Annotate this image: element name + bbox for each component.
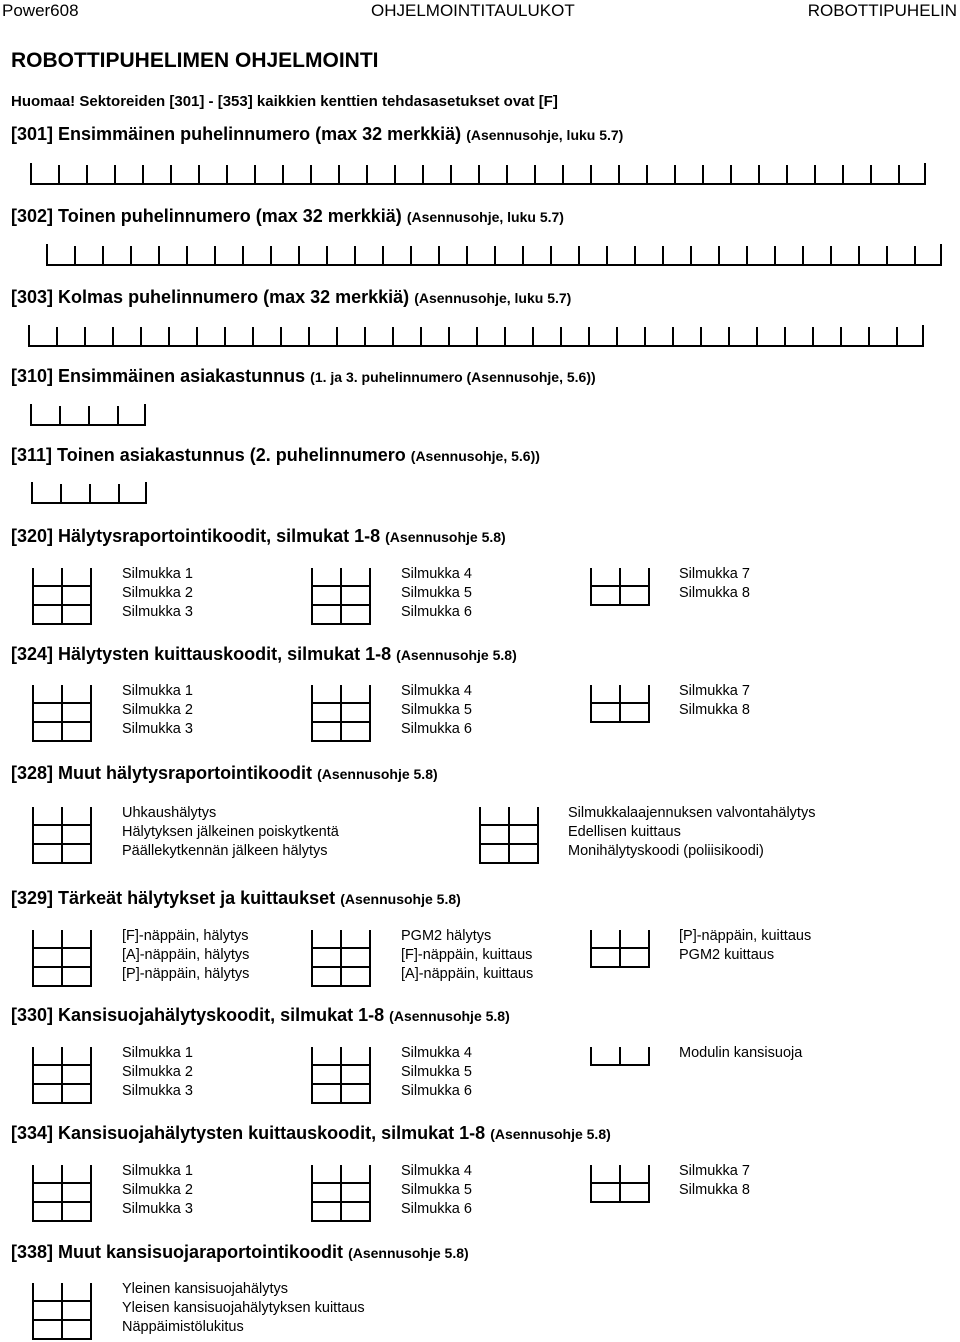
section-ref: (1. ja 3. puhelinnumero (Asennusohje, 5.6)) bbox=[310, 369, 596, 385]
entry-label: Silmukka 3 bbox=[122, 1201, 193, 1217]
section-name: Toinen puhelinnumero (max 32 merkkiä) bbox=[58, 206, 402, 226]
digit-box-divider bbox=[60, 484, 62, 502]
code-digit-cell[interactable] bbox=[32, 721, 63, 742]
digit-box-divider bbox=[886, 246, 888, 264]
code-digit-cell[interactable] bbox=[508, 824, 539, 845]
entry-label: Silmukka 8 bbox=[679, 1182, 750, 1198]
section-ref: (Asennusohje 5.8) bbox=[340, 891, 461, 907]
code-digit-cell[interactable] bbox=[311, 947, 342, 968]
entry-label: Silmukka 7 bbox=[679, 566, 750, 582]
digit-box-divider bbox=[88, 406, 90, 424]
digit-box-divider bbox=[254, 165, 256, 183]
section-ref: (Asennusohje, luku 5.7) bbox=[414, 290, 572, 306]
section-code: [301] bbox=[11, 124, 54, 144]
entry-label: [F]-näppäin, hälytys bbox=[122, 928, 249, 944]
digit-box-divider bbox=[646, 165, 648, 183]
section-title bbox=[11, 526, 506, 547]
digit-box-divider bbox=[868, 327, 870, 345]
digit-box-divider bbox=[168, 327, 170, 345]
digit-box-divider bbox=[282, 165, 284, 183]
code-entry-grid[interactable] bbox=[590, 928, 650, 968]
entry-label: PGM2 kuittaus bbox=[679, 947, 775, 963]
entry-label: Hälytyksen jälkeinen poiskytkentä bbox=[122, 824, 339, 840]
entry-label: Silmukka 4 bbox=[401, 1045, 472, 1061]
entry-label: Silmukka 1 bbox=[122, 683, 193, 699]
entry-label: Yleinen kansisuojahälytys bbox=[122, 1281, 289, 1297]
code-digit-cell[interactable] bbox=[311, 966, 342, 987]
section-title bbox=[11, 1242, 469, 1263]
digit-box-divider bbox=[366, 165, 368, 183]
section-ref: (Asennusohje, luku 5.7) bbox=[466, 127, 624, 143]
section-ref: (Asennusohje 5.8) bbox=[348, 1245, 469, 1261]
code-digit-cell[interactable] bbox=[508, 843, 539, 864]
section-name: Kansisuojahälytysten kuittauskoodit, silmukat 1-8 bbox=[58, 1123, 486, 1143]
digit-box-divider bbox=[410, 246, 412, 264]
code-digit-cell[interactable] bbox=[340, 966, 371, 987]
entry-label: [F]-näppäin, kuittaus bbox=[401, 947, 533, 963]
digit-box-divider bbox=[858, 246, 860, 264]
section-title bbox=[11, 644, 517, 665]
code-digit-cell[interactable] bbox=[590, 1047, 621, 1066]
entry-label: Edellisen kuittaus bbox=[568, 824, 681, 840]
section-name: Toinen asiakastunnus (2. puhelinnumero bbox=[57, 445, 406, 465]
code-entry-grid[interactable] bbox=[32, 566, 92, 625]
digit-box-divider bbox=[532, 327, 534, 345]
code-digit-cell[interactable] bbox=[61, 1201, 92, 1222]
code-digit-cell[interactable] bbox=[61, 1319, 92, 1340]
section-title bbox=[11, 366, 596, 387]
code-entry-grid[interactable] bbox=[311, 683, 371, 742]
entry-label: Silmukka 3 bbox=[122, 604, 193, 620]
code-entry-grid[interactable] bbox=[311, 928, 371, 987]
code-digit-cell[interactable] bbox=[619, 947, 650, 968]
section-name: Hälytysraportointikoodit, silmukat 1-8 bbox=[58, 526, 381, 546]
digit-box-divider bbox=[924, 163, 926, 183]
digit-box-divider bbox=[814, 165, 816, 183]
digit-box-divider bbox=[590, 165, 592, 183]
entry-label: Modulin kansisuoja bbox=[679, 1045, 803, 1061]
entry-label: Silmukka 4 bbox=[401, 683, 472, 699]
digit-box-divider bbox=[31, 482, 33, 502]
entry-label: Silmukka 1 bbox=[122, 566, 193, 582]
entry-label: Silmukka 5 bbox=[401, 1182, 472, 1198]
section-name: Tärkeät hälytykset ja kuittaukset bbox=[58, 888, 336, 908]
digit-box-divider bbox=[588, 327, 590, 345]
section-name: Ensimmäinen puhelinnumero (max 32 merkkiä) bbox=[58, 124, 462, 144]
digit-box-divider bbox=[644, 327, 646, 345]
section-code: [302] bbox=[11, 206, 54, 226]
code-digit-cell[interactable] bbox=[311, 604, 342, 625]
code-digit-cell[interactable] bbox=[32, 1300, 63, 1321]
section-code: [320] bbox=[11, 526, 54, 546]
section-code: [338] bbox=[11, 1242, 54, 1262]
code-digit-cell[interactable] bbox=[32, 1083, 63, 1104]
code-digit-cell[interactable] bbox=[311, 1083, 342, 1104]
digit-box-divider bbox=[298, 246, 300, 264]
code-digit-cell[interactable] bbox=[32, 1064, 63, 1085]
section-title bbox=[11, 445, 540, 466]
digit-box-divider bbox=[448, 327, 450, 345]
digit-box-divider bbox=[198, 165, 200, 183]
code-digit-cell[interactable] bbox=[619, 585, 650, 606]
digit-box-divider bbox=[394, 165, 396, 183]
digit-box-divider bbox=[774, 246, 776, 264]
code-entry-grid[interactable] bbox=[590, 1045, 650, 1066]
section-code: [330] bbox=[11, 1005, 54, 1025]
digit-box-divider bbox=[562, 165, 564, 183]
digit-box-divider bbox=[214, 246, 216, 264]
code-digit-cell[interactable] bbox=[61, 824, 92, 845]
section-ref: (Asennusohje 5.8) bbox=[389, 1008, 510, 1024]
digit-box-divider bbox=[224, 327, 226, 345]
entry-label: Silmukkalaajennuksen valvontahälytys bbox=[568, 805, 816, 821]
digit-box-divider bbox=[118, 484, 120, 502]
entry-label: Yleisen kansisuojahälytyksen kuittaus bbox=[122, 1300, 365, 1316]
digit-box-divider bbox=[674, 165, 676, 183]
digit-box-divider bbox=[422, 165, 424, 183]
code-digit-cell[interactable] bbox=[311, 721, 342, 742]
code-digit-cell[interactable] bbox=[61, 1300, 92, 1321]
section-title bbox=[11, 1005, 510, 1026]
digit-box-divider bbox=[812, 327, 814, 345]
section-name: Muut kansisuojaraportointikoodit bbox=[58, 1242, 344, 1262]
entry-label: Silmukka 5 bbox=[401, 585, 472, 601]
code-entry-grid[interactable] bbox=[590, 1163, 650, 1203]
digit-box-divider bbox=[758, 165, 760, 183]
digit-box-divider bbox=[898, 165, 900, 183]
code-digit-cell[interactable] bbox=[479, 843, 510, 864]
section-ref: (Asennusohje, luku 5.7) bbox=[406, 209, 564, 225]
section-name: Kansisuojahälytyskoodit, silmukat 1-8 bbox=[58, 1005, 385, 1025]
digit-box-divider bbox=[522, 246, 524, 264]
section-name: Hälytysten kuittauskoodit, silmukat 1-8 bbox=[58, 644, 392, 664]
digit-box-divider bbox=[158, 246, 160, 264]
code-digit-cell[interactable] bbox=[32, 824, 63, 845]
code-entry-grid[interactable] bbox=[311, 566, 371, 625]
code-entry-grid[interactable] bbox=[32, 683, 92, 742]
code-digit-cell[interactable] bbox=[311, 585, 342, 606]
code-digit-cell[interactable] bbox=[61, 604, 92, 625]
digit-box-divider bbox=[84, 327, 86, 345]
code-digit-cell[interactable] bbox=[311, 1182, 342, 1203]
digit-box-divider bbox=[310, 165, 312, 183]
entry-label: Uhkaushälytys bbox=[122, 805, 217, 821]
entry-label: [P]-näppäin, hälytys bbox=[122, 966, 250, 982]
code-digit-cell[interactable] bbox=[619, 1047, 650, 1066]
digit-box-divider bbox=[560, 327, 562, 345]
digit-box-divider bbox=[280, 327, 282, 345]
code-entry-grid[interactable] bbox=[311, 1045, 371, 1104]
entry-label: Silmukka 7 bbox=[679, 683, 750, 699]
code-digit-cell[interactable] bbox=[340, 1083, 371, 1104]
digit-box-divider bbox=[196, 327, 198, 345]
digit-box-divider bbox=[870, 165, 872, 183]
section-code: [329] bbox=[11, 888, 54, 908]
section-title bbox=[11, 206, 564, 227]
digit-box-divider bbox=[746, 246, 748, 264]
digit-box-divider bbox=[506, 165, 508, 183]
digit-box-divider bbox=[690, 246, 692, 264]
code-digit-cell[interactable] bbox=[340, 947, 371, 968]
section-code: [328] bbox=[11, 763, 54, 783]
digit-entry-boxes[interactable] bbox=[46, 244, 942, 266]
entry-label: Monihälytyskoodi (poliisikoodi) bbox=[568, 843, 764, 859]
digit-box-divider bbox=[606, 246, 608, 264]
digit-box-divider bbox=[30, 404, 32, 424]
code-entry-grid[interactable] bbox=[590, 566, 650, 606]
digit-box-divider bbox=[117, 406, 119, 424]
entry-label: Silmukka 4 bbox=[401, 1163, 472, 1179]
digit-entry-boxes[interactable] bbox=[30, 404, 146, 426]
entry-label: Silmukka 2 bbox=[122, 585, 193, 601]
digit-box-divider bbox=[700, 327, 702, 345]
header-center: OHJELMOINTITAULUKOT bbox=[371, 1, 575, 20]
entry-label: Silmukka 3 bbox=[122, 1083, 193, 1099]
entry-label: Silmukka 7 bbox=[679, 1163, 750, 1179]
digit-box-divider bbox=[28, 325, 30, 345]
section-title bbox=[11, 124, 623, 145]
code-digit-cell[interactable] bbox=[61, 702, 92, 723]
code-digit-cell[interactable] bbox=[311, 1064, 342, 1085]
code-digit-cell[interactable] bbox=[340, 702, 371, 723]
code-digit-cell[interactable] bbox=[61, 721, 92, 742]
digit-box-divider bbox=[58, 165, 60, 183]
section-name: Muut hälytysraportointikoodit bbox=[58, 763, 313, 783]
digit-box-divider bbox=[420, 327, 422, 345]
digit-box-divider bbox=[170, 165, 172, 183]
digit-box-divider bbox=[578, 246, 580, 264]
code-digit-cell[interactable] bbox=[61, 1083, 92, 1104]
digit-box-divider bbox=[364, 327, 366, 345]
digit-box-divider bbox=[786, 165, 788, 183]
code-digit-cell[interactable] bbox=[340, 585, 371, 606]
digit-box-divider bbox=[438, 246, 440, 264]
code-digit-cell[interactable] bbox=[590, 947, 621, 968]
code-digit-cell[interactable] bbox=[32, 843, 63, 864]
digit-box-divider bbox=[326, 246, 328, 264]
entry-label: Silmukka 5 bbox=[401, 1064, 472, 1080]
code-digit-cell[interactable] bbox=[590, 1182, 621, 1203]
entry-label: Päällekytkennän jälkeen hälytys bbox=[122, 843, 328, 859]
digit-box-divider bbox=[504, 327, 506, 345]
code-entry-grid[interactable] bbox=[590, 683, 650, 723]
code-digit-cell[interactable] bbox=[32, 604, 63, 625]
code-digit-cell[interactable] bbox=[32, 1182, 63, 1203]
entry-label: Silmukka 8 bbox=[679, 585, 750, 601]
entry-label: [P]-näppäin, kuittaus bbox=[679, 928, 812, 944]
digit-box-divider bbox=[494, 246, 496, 264]
digit-box-divider bbox=[242, 246, 244, 264]
digit-box-divider bbox=[914, 246, 916, 264]
digit-box-divider bbox=[382, 246, 384, 264]
digit-box-divider bbox=[634, 246, 636, 264]
digit-box-divider bbox=[30, 163, 32, 183]
code-digit-cell[interactable] bbox=[590, 702, 621, 723]
digit-box-divider bbox=[226, 165, 228, 183]
digit-box-divider bbox=[618, 165, 620, 183]
section-code: [310] bbox=[11, 366, 54, 386]
entry-label: Silmukka 6 bbox=[401, 1083, 472, 1099]
entry-label: Silmukka 5 bbox=[401, 702, 472, 718]
digit-box-divider bbox=[940, 244, 942, 264]
digit-box-divider bbox=[336, 327, 338, 345]
digit-box-divider bbox=[802, 246, 804, 264]
digit-box-divider bbox=[308, 327, 310, 345]
entry-label: Silmukka 4 bbox=[401, 566, 472, 582]
digit-entry-boxes[interactable] bbox=[28, 325, 924, 347]
digit-box-divider bbox=[86, 165, 88, 183]
section-code: [311] bbox=[11, 445, 53, 465]
code-entry-grid[interactable] bbox=[311, 1163, 371, 1222]
digit-box-divider bbox=[896, 327, 898, 345]
digit-entry-boxes[interactable] bbox=[30, 163, 926, 185]
code-entry-grid[interactable] bbox=[32, 1163, 92, 1222]
code-digit-cell[interactable] bbox=[32, 966, 63, 987]
section-code: [303] bbox=[11, 287, 54, 307]
digit-box-divider bbox=[392, 327, 394, 345]
code-digit-cell[interactable] bbox=[619, 1182, 650, 1203]
section-title bbox=[11, 763, 438, 784]
code-digit-cell[interactable] bbox=[32, 1201, 63, 1222]
section-title bbox=[11, 888, 461, 909]
entry-label: Silmukka 6 bbox=[401, 1201, 472, 1217]
code-entry-grid[interactable] bbox=[32, 805, 92, 864]
entry-label: Silmukka 2 bbox=[122, 702, 193, 718]
code-digit-cell[interactable] bbox=[311, 702, 342, 723]
digit-box-divider bbox=[252, 327, 254, 345]
code-digit-cell[interactable] bbox=[61, 585, 92, 606]
section-ref: (Asennusohje, 5.6)) bbox=[410, 448, 540, 464]
digit-box-divider bbox=[140, 327, 142, 345]
code-digit-cell[interactable] bbox=[61, 1182, 92, 1203]
code-digit-cell[interactable] bbox=[32, 947, 63, 968]
entry-label: PGM2 hälytys bbox=[401, 928, 492, 944]
digit-box-divider bbox=[145, 482, 147, 502]
entry-label: Silmukka 3 bbox=[122, 721, 193, 737]
digit-box-divider bbox=[476, 327, 478, 345]
digit-box-divider bbox=[840, 327, 842, 345]
code-digit-cell[interactable] bbox=[479, 824, 510, 845]
section-code: [334] bbox=[11, 1123, 54, 1143]
digit-box-divider bbox=[662, 246, 664, 264]
code-digit-cell[interactable] bbox=[311, 1201, 342, 1222]
entry-label: Näppäimistölukitus bbox=[122, 1319, 244, 1335]
digit-box-divider bbox=[672, 327, 674, 345]
entry-label: Silmukka 1 bbox=[122, 1163, 193, 1179]
header-right: ROBOTTIPUHELIN bbox=[807, 1, 957, 20]
digit-box-divider bbox=[114, 165, 116, 183]
entry-label: [A]-näppäin, hälytys bbox=[122, 947, 250, 963]
code-digit-cell[interactable] bbox=[340, 721, 371, 742]
section-name: Kolmas puhelinnumero (max 32 merkkiä) bbox=[58, 287, 410, 307]
entry-label: Silmukka 6 bbox=[401, 721, 472, 737]
entry-label: Silmukka 6 bbox=[401, 604, 472, 620]
digit-box-divider bbox=[142, 165, 144, 183]
code-entry-grid[interactable] bbox=[32, 1045, 92, 1104]
digit-box-divider bbox=[842, 165, 844, 183]
section-title bbox=[11, 287, 571, 308]
digit-box-divider bbox=[702, 165, 704, 183]
digit-box-divider bbox=[354, 246, 356, 264]
entry-label: Silmukka 2 bbox=[122, 1064, 193, 1080]
digit-box-divider bbox=[46, 244, 48, 264]
section-ref: (Asennusohje 5.8) bbox=[490, 1126, 611, 1142]
digit-box-divider bbox=[922, 325, 924, 345]
digit-box-divider bbox=[338, 165, 340, 183]
entry-label: Silmukka 2 bbox=[122, 1182, 193, 1198]
digit-box-divider bbox=[784, 327, 786, 345]
digit-box-divider bbox=[270, 246, 272, 264]
digit-box-divider bbox=[130, 246, 132, 264]
entry-label: Silmukka 8 bbox=[679, 702, 750, 718]
page-title: ROBOTTIPUHELIMEN OHJELMOINTI bbox=[11, 49, 379, 72]
digit-box-divider bbox=[478, 165, 480, 183]
entry-label: Silmukka 1 bbox=[122, 1045, 193, 1061]
code-digit-cell[interactable] bbox=[340, 604, 371, 625]
code-digit-cell[interactable] bbox=[61, 947, 92, 968]
digit-box-divider bbox=[102, 246, 104, 264]
digit-box-divider bbox=[756, 327, 758, 345]
digit-box-divider bbox=[450, 165, 452, 183]
code-digit-cell[interactable] bbox=[340, 1064, 371, 1085]
digit-box-divider bbox=[112, 327, 114, 345]
entry-label: [A]-näppäin, kuittaus bbox=[401, 966, 534, 982]
digit-box-divider bbox=[59, 406, 61, 424]
digit-box-divider bbox=[550, 246, 552, 264]
digit-box-divider bbox=[830, 246, 832, 264]
digit-box-divider bbox=[144, 404, 146, 424]
section-ref: (Asennusohje 5.8) bbox=[385, 529, 506, 545]
header-left: Power608 bbox=[2, 1, 79, 20]
code-digit-cell[interactable] bbox=[340, 1201, 371, 1222]
digit-box-divider bbox=[534, 165, 536, 183]
section-ref: (Asennusohje 5.8) bbox=[396, 647, 517, 663]
digit-box-divider bbox=[616, 327, 618, 345]
note: Huomaa! Sektoreiden [301] - [353] kaikkien kenttien tehdasasetukset ovat [F] bbox=[11, 93, 558, 110]
digit-box-divider bbox=[74, 246, 76, 264]
digit-box-divider bbox=[56, 327, 58, 345]
code-digit-cell[interactable] bbox=[619, 702, 650, 723]
digit-box-divider bbox=[728, 327, 730, 345]
code-digit-cell[interactable] bbox=[61, 1064, 92, 1085]
section-ref: (Asennusohje 5.8) bbox=[317, 766, 438, 782]
code-digit-cell[interactable] bbox=[32, 702, 63, 723]
code-entry-grid[interactable] bbox=[32, 928, 92, 987]
digit-box-divider bbox=[89, 484, 91, 502]
digit-box-divider bbox=[718, 246, 720, 264]
digit-box-divider bbox=[466, 246, 468, 264]
digit-box-divider bbox=[730, 165, 732, 183]
code-digit-cell[interactable] bbox=[590, 585, 621, 606]
code-digit-cell[interactable] bbox=[340, 1182, 371, 1203]
digit-box-divider bbox=[186, 246, 188, 264]
section-title bbox=[11, 1123, 611, 1144]
code-digit-cell[interactable] bbox=[32, 585, 63, 606]
section-code: [324] bbox=[11, 644, 54, 664]
digit-entry-boxes[interactable] bbox=[31, 482, 147, 504]
code-digit-cell[interactable] bbox=[61, 843, 92, 864]
code-digit-cell[interactable] bbox=[61, 966, 92, 987]
code-entry-grid[interactable] bbox=[32, 1281, 92, 1340]
code-entry-grid[interactable] bbox=[479, 805, 539, 864]
section-name: Ensimmäinen asiakastunnus bbox=[58, 366, 306, 386]
code-digit-cell[interactable] bbox=[32, 1319, 63, 1340]
